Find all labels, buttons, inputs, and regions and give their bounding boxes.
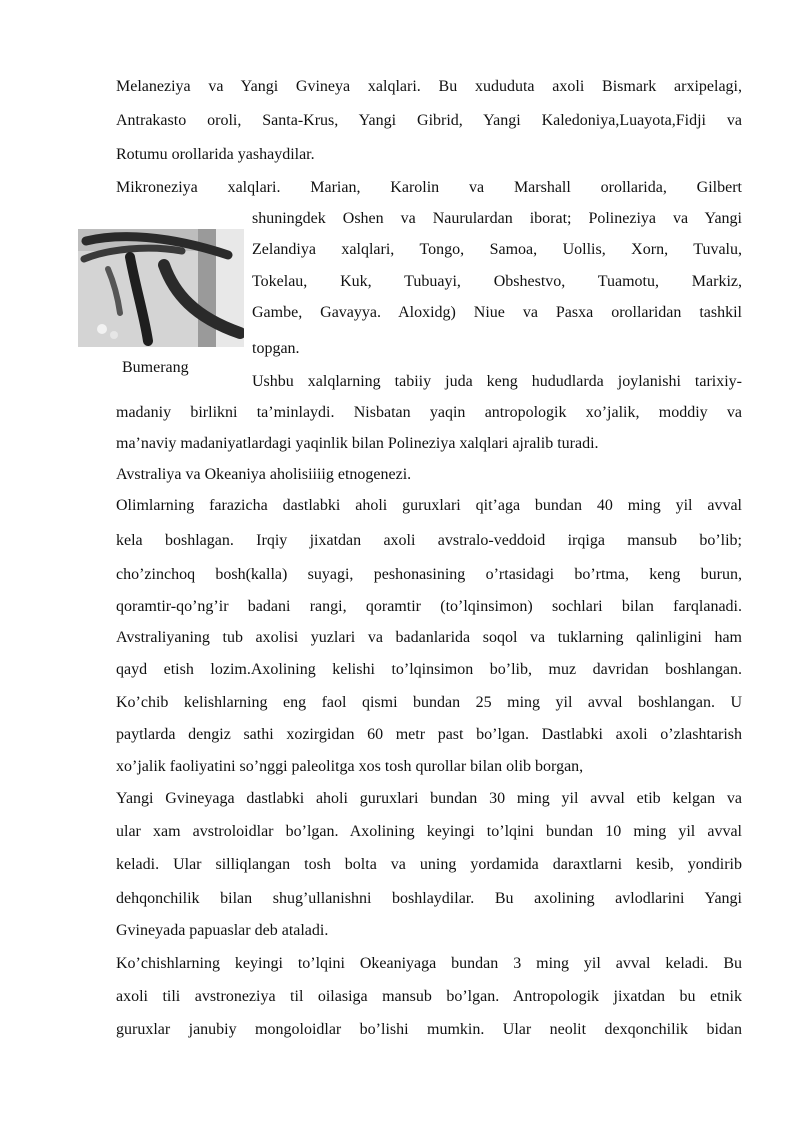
text-line: paytlarda dengiz sathi xozirgidan 60 metr past bo’lgan. Dastlabki axoli o’zlashtarish <box>116 726 742 743</box>
text-line: ma’naviy madaniyatlardagi yaqinlik bilan Polineziya xalqlari ajralib turadi. <box>116 435 599 452</box>
text-line: Rotumu orollarida yashaydilar. <box>116 146 315 163</box>
text-line: axoli tili avstroneziya til oilasiga mansub bo’lgan. Antropologik jixatdan bu etnik <box>116 988 742 1005</box>
text-line: Tokelau, Kuk, Tubuayi, Obshestvo, Tuamotu, Markiz, <box>252 273 742 290</box>
text-line: ular xam avstroloidlar bo’lgan. Axolining keyingi to’lqini bundan 10 ming yil avval <box>116 823 742 840</box>
text-line: dehqonchilik bilan shug’ullanishni boshlaydilar. Bu axolining avlodlarini Yangi <box>116 890 742 907</box>
text-line: Zelandiya xalqlari, Tongo, Samoa, Uollis, Xorn, Tuvalu, <box>252 241 742 258</box>
text-line: xo’jalik faoliyatini so’nggi paleolitga xos tosh qurollar bilan olib borgan, <box>116 758 584 775</box>
text-line: Yangi Gvineyaga dastlabki aholi guruxlari bundan 30 ming yil avval etib kelgan va <box>116 790 742 807</box>
text-line: keladi. Ular silliqlangan tosh bolta va uning yordamida daraxtlarni kesib, yondirib <box>116 856 742 873</box>
section-heading: Avstraliya va Okeaniya aholisiiiig etnogenezi. <box>116 466 412 483</box>
text-line: Olimlarning farazicha dastlabki aholi guruxlari qit’aga bundan 40 ming yil avval <box>116 497 742 514</box>
text-line: topgan. <box>252 340 300 357</box>
text-line: Gambe, Gavayya. Aloxidg) Niue va Pasxa orollaridan tashkil <box>252 304 742 321</box>
text-line: madaniy birlikni ta’minlaydi. Nisbatan yaqin antropologik xo’jalik, moddiy va <box>116 404 742 421</box>
text-line: Mikroneziya xalqlari. Marian, Karolin va Marshall orollarida, Gilbert <box>116 179 742 196</box>
text-line: Ushbu xalqlarning tabiiy juda keng hududlarda joylanishi tarixiy- <box>252 373 742 390</box>
text-line: kela boshlagan. Irqiy jixatdan axoli avstralo-veddoid irqiga mansub bo’lib; <box>116 532 742 549</box>
text-line: guruxlar janubiy mongoloidlar bo’lishi mumkin. Ular neolit dexqonchilik bidan <box>116 1021 742 1038</box>
boomerang-photo-icon <box>78 229 244 347</box>
text-line: Ko’chib kelishlarning eng faol qismi bundan 25 ming yil avval boshlangan. U <box>116 694 742 711</box>
text-line: Gvineyada papuaslar deb ataladi. <box>116 922 329 939</box>
text-line: qayd etish lozim.Axolining kelishi to’lqinsimon bo’lib, muz davridan boshlangan. <box>116 661 742 678</box>
text-line: Avstraliyaning tub axolisi yuzlari va badanlarida soqol va tuklarning qalinligini ham <box>116 629 742 646</box>
figure-caption: Bumerang <box>122 359 189 376</box>
text-line: qoramtir-qo’ng’ir badani rangi, qoramtir (to’lqinsimon) sochlari bilan farqlanadi. <box>116 598 742 615</box>
text-line: Antrakasto oroli, Santa-Krus, Yangi Gibrid, Yangi Kaledoniya,Luayota,Fidji va <box>116 112 742 129</box>
text-line: cho’zinchoq bosh(kalla) suyagi, peshonasining o’rtasidagi bo’rtma, keng burun, <box>116 566 742 583</box>
text-line: shuningdek Oshen va Naurulardan iborat; Polineziya va Yangi <box>252 210 742 227</box>
text-line: Melaneziya va Yangi Gvineya xalqlari. Bu xududuta axoli Bismark arxipelagi, <box>116 78 742 95</box>
text-line: Ko’chishlarning keyingi to’lqini Okeaniyaga bundan 3 ming yil avval keladi. Bu <box>116 955 742 972</box>
